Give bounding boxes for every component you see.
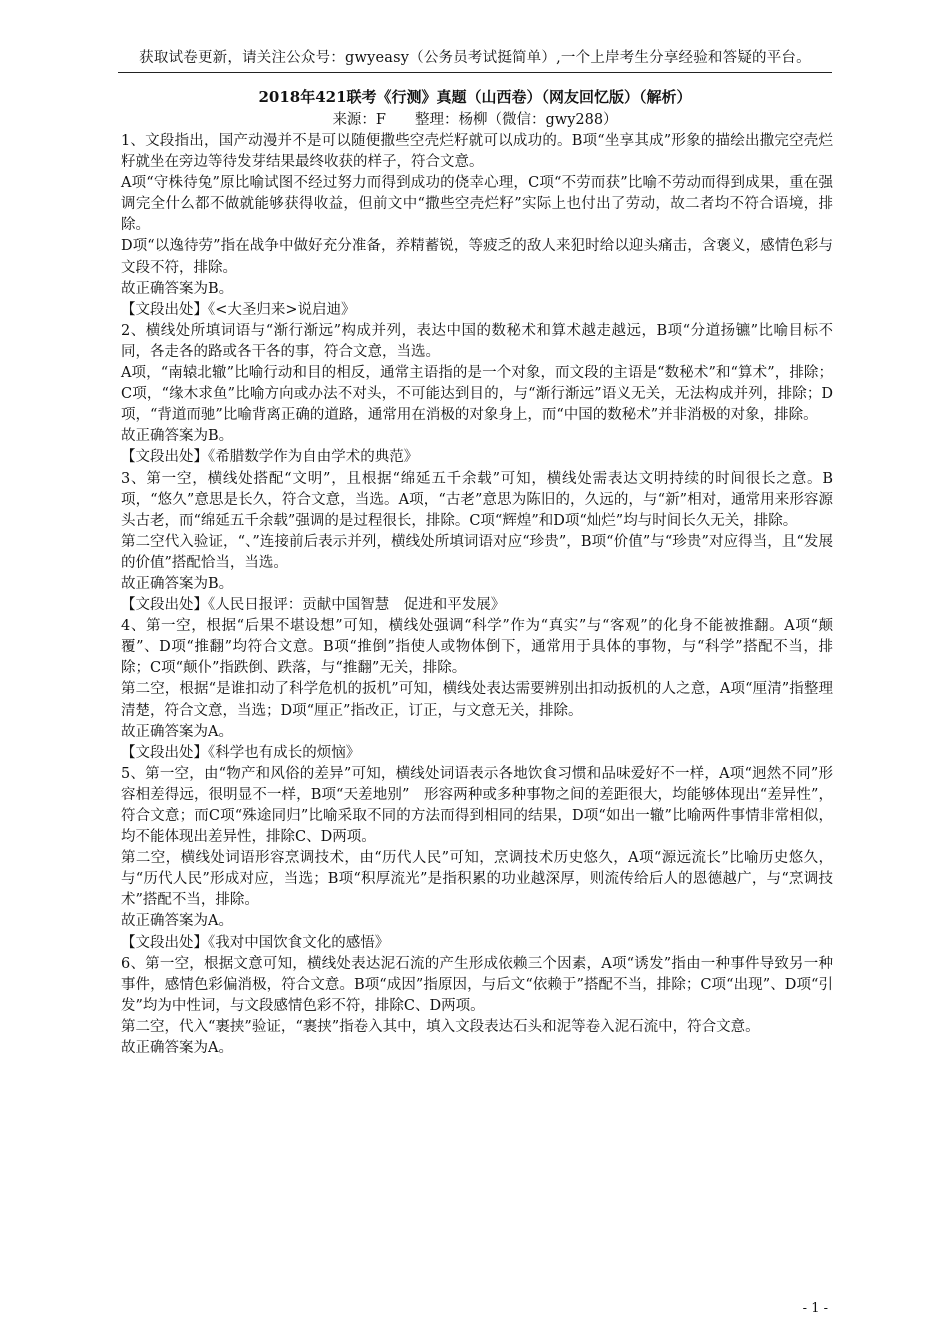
document-source: 来源：F 整理：杨柳（微信：gwy288） xyxy=(332,112,618,128)
paragraph: A项，“南辕北辙”比喻行动和目的相反，通常主语指的是一个对象，而文段的主语是“数秘术”和“算术”，排除；C项，“缘木求鱼”比喻方向或办法不对头，不可能达到目的，与“渐行渐远”语义无关，无法构成并列，排除；D项，“背道而驰”比喻背离正确的道路，通常用在消极的对象身上，而“中国的数秘术”并非消极的对象，排除。 xyxy=(121,365,833,424)
header-notice: 获取试卷更新，请关注公众号：gwyeasy（公务员考试挺简单）,一个上岸考生分享经验和答疑的平台。 xyxy=(139,50,811,66)
header-divider xyxy=(118,72,832,73)
paragraph: 【文段出处】《人民日报评：贡献中国智慧 促进和平发展》 xyxy=(121,597,506,614)
paragraph: 故正确答案为A。 xyxy=(121,1040,233,1057)
paragraph: 故正确答案为A。 xyxy=(121,913,233,930)
paragraph: 3、第一空，横线处搭配“文明”，且根据“绵延五千余载”可知，横线处需表达文明持续的时间很长之意。B项，“悠久”意思是长久，符合文意，当选。A项，“古老”意思为陈旧的，久远的，与“新”相对，通常用来形容源头古老，而“绵延五千余载”强调的是过程很长，排除。C项“辉煌”和D项“灿烂”均与时间长久无关，排除。 xyxy=(121,470,833,529)
paragraph: 第二空代入验证，“、”连接前后表示并列，横线处所填词语对应“珍贵”，B项“价值”与“珍贵”对应得当，且“发展的价值”搭配恰当，当选。 xyxy=(121,533,833,571)
paragraph: 【文段出处】《科学也有成长的烦恼》 xyxy=(121,744,361,761)
paragraph: 【文段出处】《希腊数学作为自由学术的典范》 xyxy=(121,449,419,466)
paragraph: 【文段出处】《<大圣归来>说启迪》 xyxy=(121,301,356,318)
paragraph: D项“以逸待劳”指在战争中做好充分准备，养精蓄锐，等疲乏的敌人来犯时给以迎头痛击，含褒义，感情色彩与文段不符，排除。 xyxy=(121,238,833,276)
paragraph: 第二空，横线处词语形容烹调技术，由“历代人民”可知，烹调技术历史悠久，A项“源远流长”比喻历史悠久，与“历代人民”形成对应，当选；B项“积厚流光”是指积累的功业越深厚，则流传给后人的恩德越广，与“烹调技术”搭配不当，排除。 xyxy=(121,850,833,909)
paragraph: 【文段出处】《我对中国饮食文化的感悟》 xyxy=(121,934,390,951)
paragraph: 5、第一空，由“物产和风俗的差异”可知，横线处词语表示各地饮食习惯和品味爱好不一样，A项“迥然不同”形容相差得远，很明显不一样，B项“天差地别” 形容两种或多种事物之间的差距很大，均能够体现出“差异性”，符合文意；而C项“殊途同归”比喻采取不同的方法而得到相同的结果，D项“如出一辙”比喻两件事情非常相似，均不能体现出差异性，排除C、D两项。 xyxy=(121,765,833,846)
paragraph: 6、第一空，根据文意可知，横线处表达泥石流的产生形成依赖三个因素，A项“诱发”指由一种事件导致另一种事件，感情色彩偏消极，符合文意。B项“成因”指原因，与后文“依赖于”搭配不当，排除；C项“出现”、D项“引发”均为中性词，与文段感情色彩不符，排除C、D两项。 xyxy=(121,955,833,1014)
paragraph: 2、横线处所填词语与“渐行渐远”构成并列，表达中国的数秘术和算术越走越远，B项“分道扬镳”比喻目标不同，各走各的路或各干各的事，符合文意，当选。 xyxy=(121,322,833,360)
paragraph: 4、第一空，根据“后果不堪设想”可知，横线处强调“科学”作为“真实”与“客观”的化身不能被推翻。A项“颠覆”、D项“推翻”均符合文意。B项“推倒”指使人或物体倒下，通常用于具体的事物，与“科学”搭配不当，排除；C项“颠仆”指跌倒、跌落，与“推翻”无关，排除。 xyxy=(121,618,833,677)
page-number: - 1 - xyxy=(802,1301,828,1316)
document-body xyxy=(121,131,833,1059)
paragraph: 故正确答案为B。 xyxy=(121,428,234,445)
document-title: 2018年421联考《行测》真题（山西卷）（网友回忆版）（解析） xyxy=(258,88,692,106)
paragraph: 故正确答案为B。 xyxy=(121,575,234,592)
paragraph: 第二空，代入“裹挟”验证，“裹挟”指卷入其中，填入文段表达石头和泥等卷入泥石流中，符合文意。 xyxy=(121,1018,760,1035)
paragraph: A项“守株待兔”原比喻试图不经过努力而得到成功的侥幸心理，C项“不劳而获”比喻不劳动而得到成果，重在强调完全什么都不做就能够获得收益，但前文中“撒些空壳烂籽”实际上也付出了劳动，故二者均不符合语境，排除。 xyxy=(121,175,833,234)
paragraph: 第二空，根据“是谁扣动了科学危机的扳机”可知，横线处表达需要辨别出扣动扳机的人之意，A项“厘清”指整理清楚，符合文意，当选；D项“厘正”指改正，订正，与文意无关，排除。 xyxy=(121,681,833,719)
paragraph: 1、文段指出，国产动漫并不是可以随便撒些空壳烂籽就可以成功的。B项“坐享其成”形象的描绘出撒完空壳烂籽就坐在旁边等待发芽结果最终收获的样子，符合文意。 xyxy=(121,133,833,171)
paragraph: 故正确答案为A。 xyxy=(121,723,233,740)
paragraph: 故正确答案为B。 xyxy=(121,280,234,297)
